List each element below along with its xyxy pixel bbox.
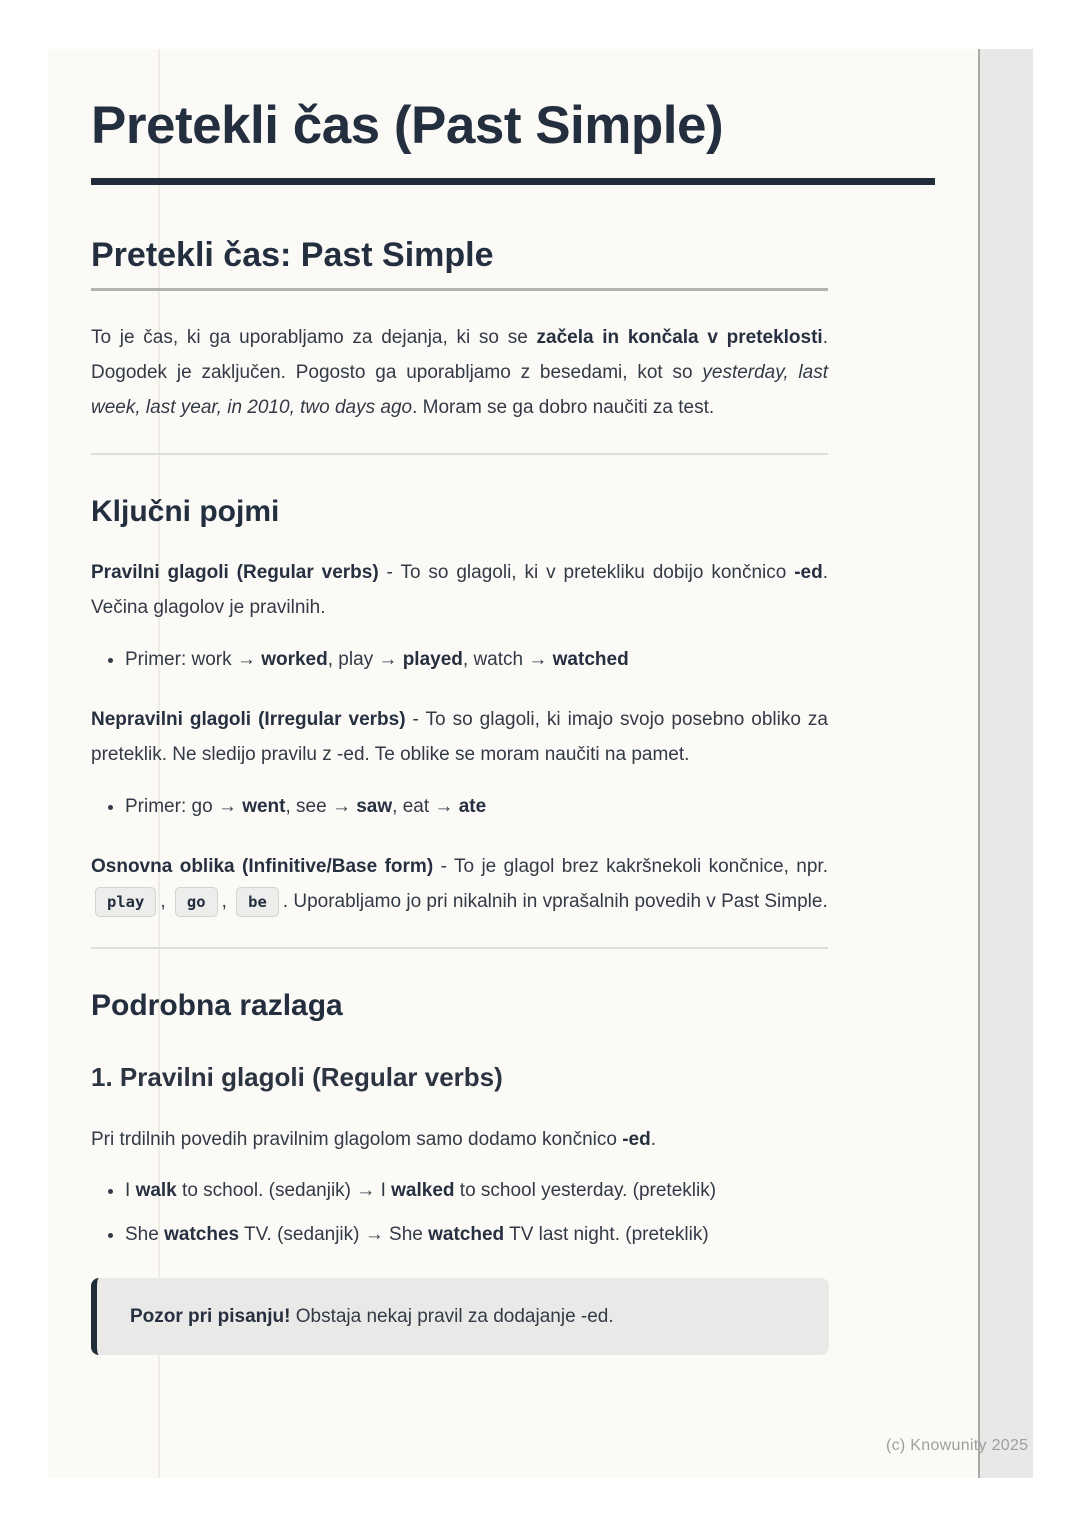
page-content bbox=[48, 95, 978, 1355]
writing-warning-callout bbox=[91, 1278, 829, 1355]
list-item: • I walk to school. (sedanjik) → I walked to school yesterday. (preteklik) bbox=[125, 1177, 828, 1204]
irregular-verbs-paragraph: Nepravilni glagoli (Irregular verbs) - To so glagoli, ki imajo svojo posebno obliko za preteklik. Ne sledijo pravilu z -ed. Te oblike se moram naučiti na pamet. bbox=[91, 709, 828, 765]
text-column bbox=[91, 235, 828, 1355]
title-rule bbox=[91, 178, 935, 185]
callout-text: Pozor pri pisanju! Obstaja nekaj pravil za dodajanje -ed. bbox=[130, 1306, 614, 1327]
irregular-example-list bbox=[91, 793, 828, 820]
intro-paragraph: To je čas, ki ga uporabljamo za dejanja, ki so se začela in končala v preteklosti. Dogodek je zaključen. Pogosto ga uporabljamo z besedami, kot so yesterday, last week, last year, in 2010, two days ago. Moram se ga dobro naučiti za test. bbox=[91, 327, 828, 418]
key-terms-heading: Ključni pojmi bbox=[91, 495, 280, 528]
list-item: • Primer: work → worked, play → played, watch → watched bbox=[125, 646, 828, 673]
list-item: • She watches TV. (sedanjik) → She watched TV last night. (preteklik) bbox=[125, 1221, 828, 1248]
regular-verbs-subheading: 1. Pravilni glagoli (Regular verbs) bbox=[91, 1062, 503, 1092]
page-title: Pretekli čas (Past Simple) bbox=[91, 96, 724, 155]
document-page bbox=[48, 49, 978, 1478]
section-divider bbox=[91, 453, 828, 455]
regular-verbs-paragraph: Pravilni glagoli (Regular verbs) - To so glagoli, ki v pretekliku dobijo končnico -ed. Večina glagolov je pravilnih. bbox=[91, 562, 828, 618]
intro-heading: Pretekli čas: Past Simple bbox=[91, 235, 828, 291]
page-side-strip bbox=[977, 49, 1033, 1478]
affirmative-rule-paragraph: Pri trdilnih povedih pravilnim glagolom samo dodamo končnico -ed. bbox=[91, 1129, 656, 1150]
regular-example-list bbox=[91, 646, 828, 673]
section-divider bbox=[91, 947, 828, 949]
sentence-example-list bbox=[91, 1177, 828, 1248]
detailed-explanation-heading: Podrobna razlaga bbox=[91, 989, 343, 1022]
list-item: • Primer: go → went, see → saw, eat → ate bbox=[125, 793, 828, 820]
base-form-paragraph: Osnovna oblika (Infinitive/Base form) - To je glagol brez kakršnekoli končnice, npr. play , go , be . Uporabljamo jo pri nikalnih in vprašalnih povedih v Past Simple. bbox=[91, 849, 828, 919]
watermark: (c) Knowunity 2025 bbox=[886, 1437, 1029, 1454]
